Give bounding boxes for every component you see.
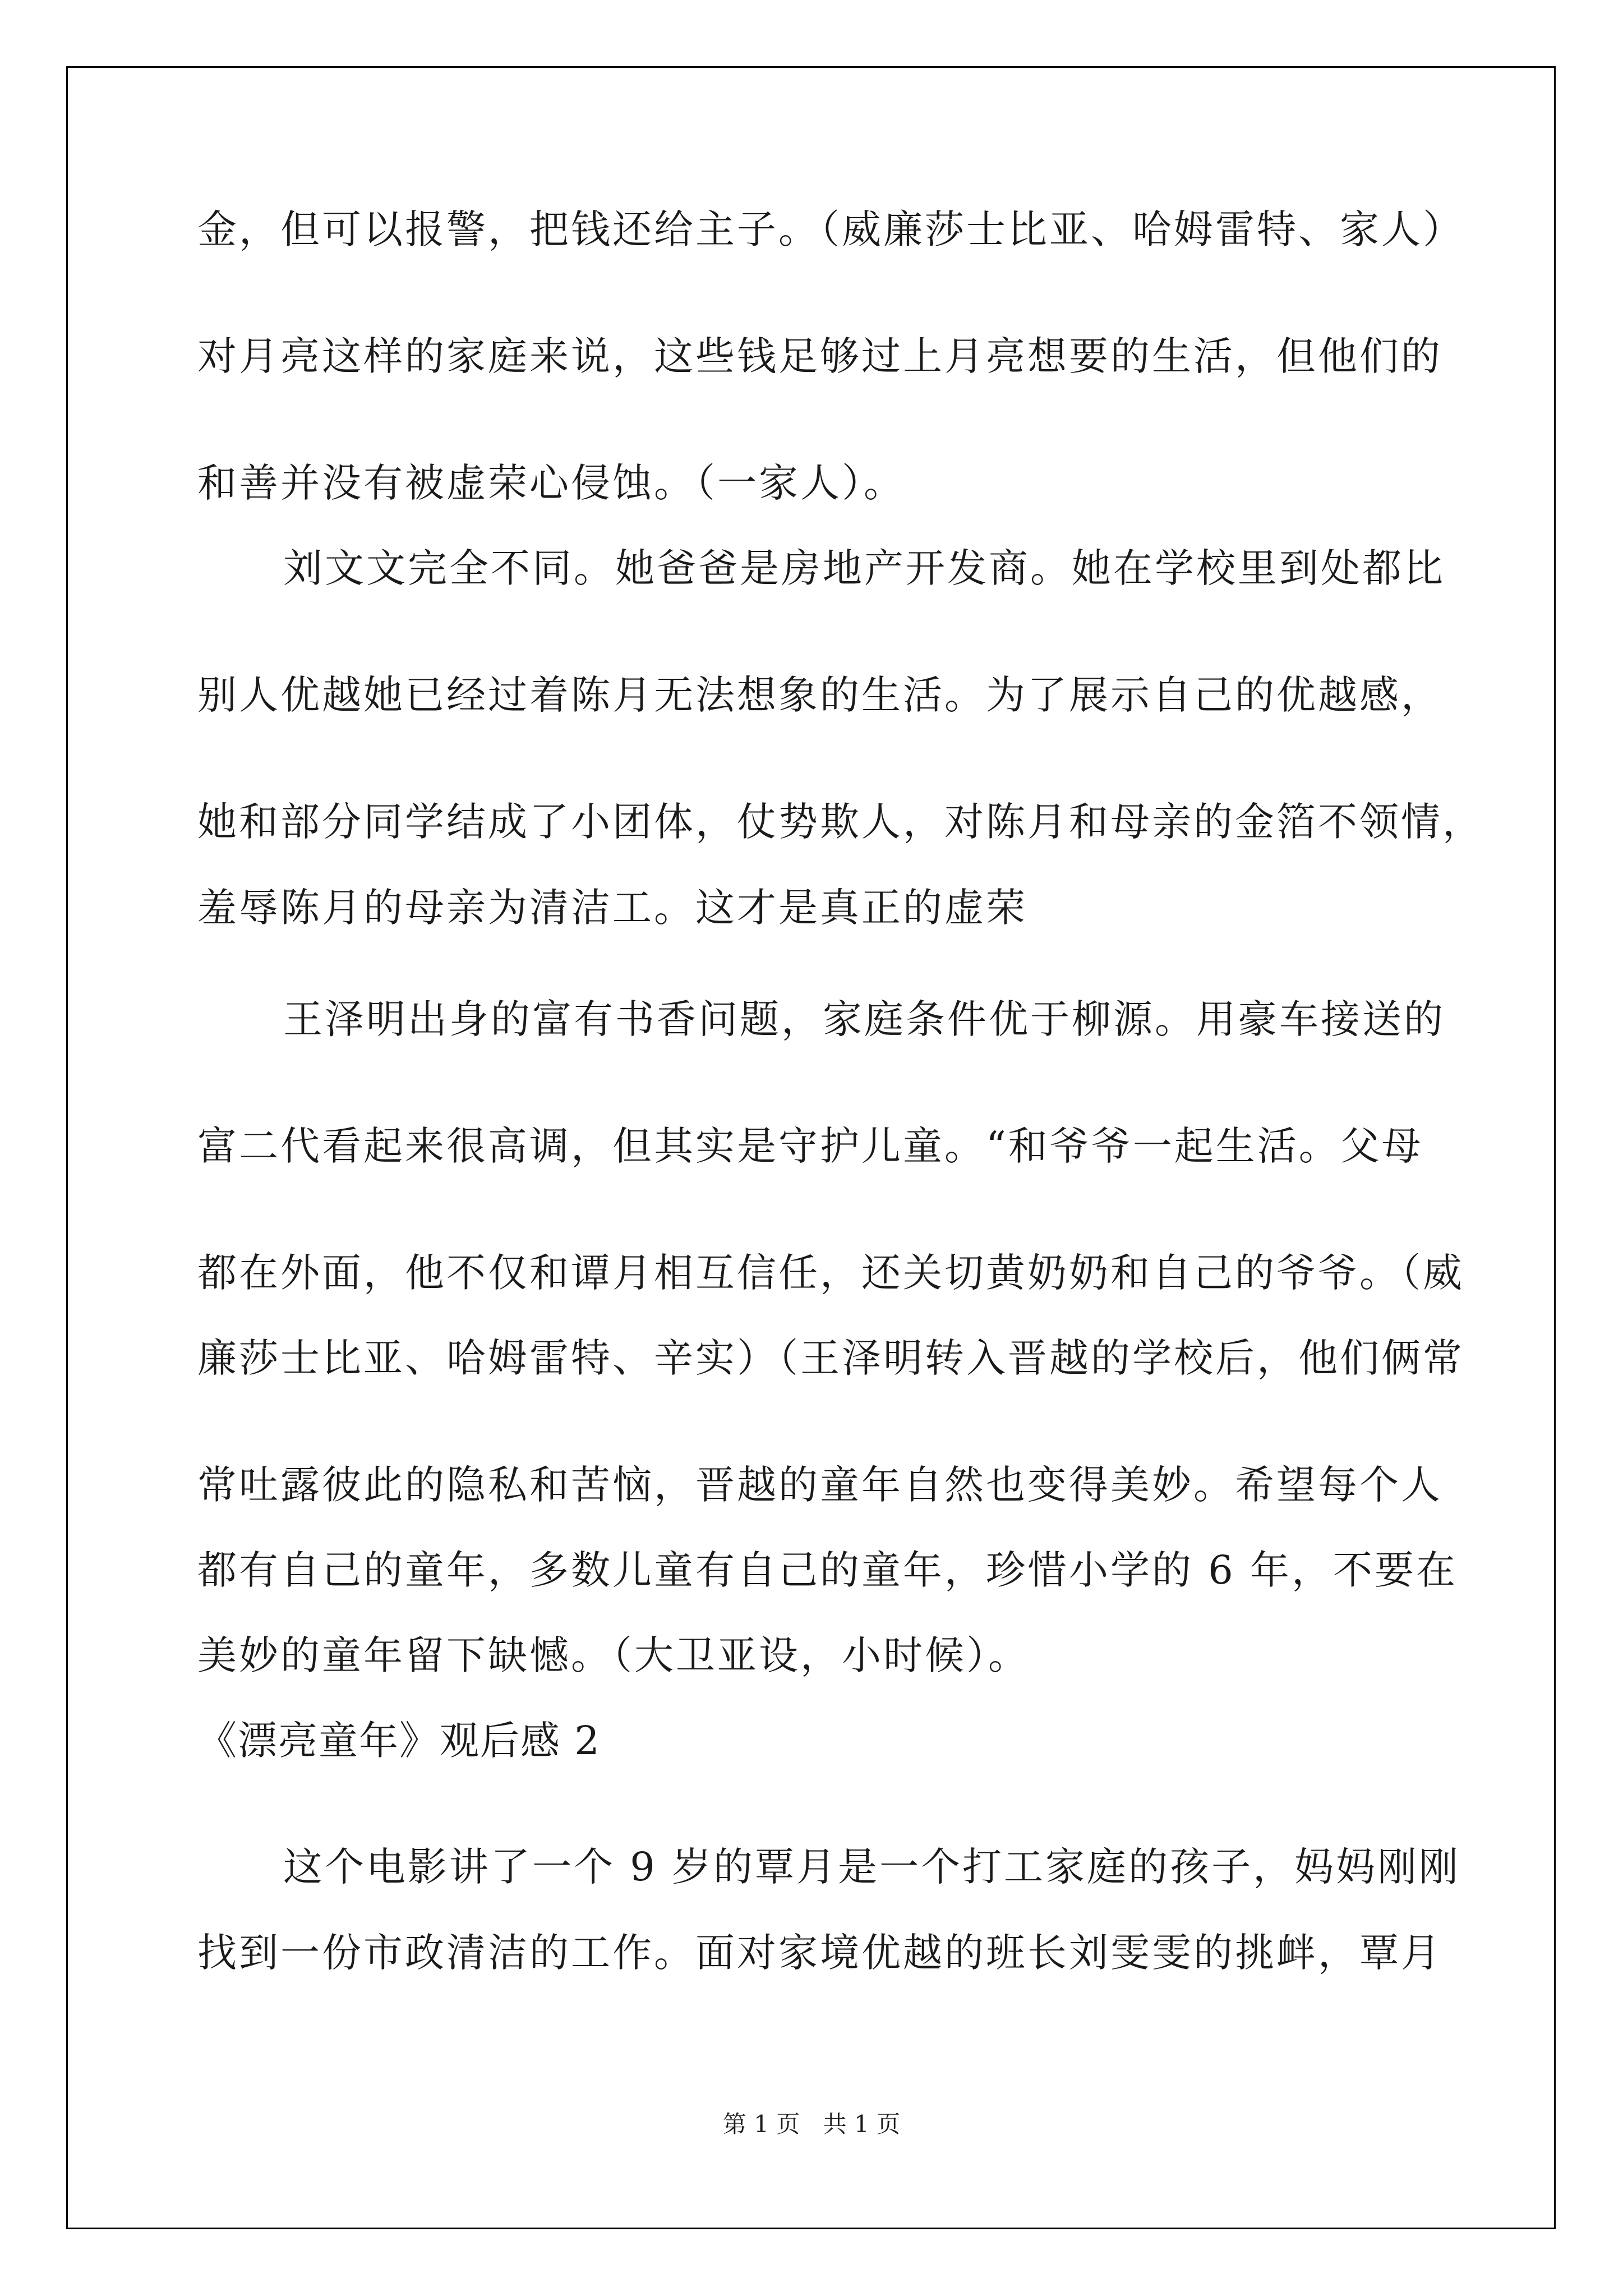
- page-total: 共 1 页: [823, 2110, 901, 2138]
- text-line: 刘文文完全不同。她爸爸是房地产开发商。她在学校里到处都比: [283, 545, 1445, 591]
- text-line: 廉莎士比亚、哈姆雷特、辛实）（王泽明转入晋越的学校后，他们俩常: [197, 1335, 1464, 1381]
- text-line: 这个电影讲了一个 9 岁的覃月是一个打工家庭的孩子，妈妈刚刚: [283, 1844, 1461, 1890]
- text-line: 常吐露彼此的隐私和苦恼，晋越的童年自然也变得美妙。希望每个人: [197, 1462, 1442, 1508]
- text-line: 都有自己的童年，多数儿童有自己的童年，珍惜小学的 6 年，不要在: [197, 1547, 1458, 1593]
- page-number: 第 1 页: [722, 2110, 800, 2138]
- section-heading: 《漂亮童年》观后感 2: [197, 1718, 601, 1764]
- page-footer: [0, 2110, 1623, 2138]
- text-line: 她和部分同学结成了小团体，仗势欺人，对陈月和母亲的金箔不领情，: [197, 799, 1484, 845]
- text-line: 别人优越她已经过着陈月无法想象的生活。为了展示自己的优越感，: [197, 672, 1442, 718]
- text-line: 羞辱陈月的母亲为清洁工。这才是真正的虚荣: [197, 885, 1027, 931]
- text-line: 都在外面，他不仅和谭月相互信任，还关切黄奶奶和自己的爷爷。（威: [197, 1250, 1464, 1296]
- text-line: 王泽明出身的富有书香问题，家庭条件优于柳源。用豪车接送的: [283, 996, 1445, 1042]
- text-line: 找到一份市政清洁的工作。面对家境优越的班长刘雯雯的挑衅，覃月: [197, 1930, 1442, 1976]
- text-line: 金，但可以报警，把钱还给主子。（威廉莎士比亚、哈姆雷特、家人）: [197, 206, 1464, 252]
- text-line: 富二代看起来很高调，但其实是守护儿童。“和爷爷一起生活。父母: [197, 1123, 1423, 1169]
- text-line: 美妙的童年留下缺憾。（大卫亚设，小时候）。: [197, 1632, 1030, 1678]
- text-line: 对月亮这样的家庭来说，这些钱足够过上月亮想要的生活，但他们的: [197, 333, 1442, 379]
- text-line: 和善并没有被虚荣心侵蚀。（一家人）。: [197, 460, 905, 506]
